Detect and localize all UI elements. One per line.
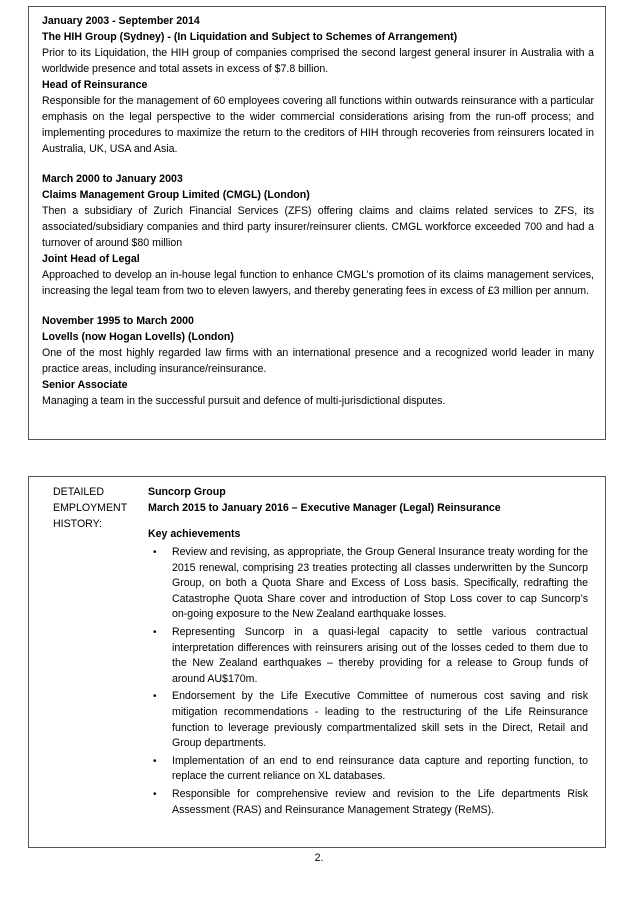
job-entry-lovells [42, 313, 594, 409]
bullet-icon: • [153, 755, 157, 767]
job-role: Joint Head of Legal [42, 253, 140, 265]
company-description: Then a subsidiary of Zurich Financial Services (ZFS) offering claims and claims related services to ZFS, its associated/subsidiary companies and third party insurer/reinsurer clients. CMGL workforce exceeded 700 and had a turnover of around $80 million [42, 205, 594, 249]
role-description: Responsible for the management of 60 employees covering all functions within outwards reinsurance with a particular emphasis on the legal perspective to the wider commercial considerations arising from the run-off process; and implementing procedures to maximize the return to the creditors of HIH through recoveries from reinsurers located in Australia, UK, USA and Asia. [42, 95, 594, 155]
job-role: Senior Associate [42, 379, 128, 391]
detailed-content [148, 484, 588, 820]
job-company: The HIH Group (Sydney) - (In Liquidation and Subject to Schemes of Arrangement) [42, 31, 458, 43]
job-company: Claims Management Group Limited (CMGL) (London) [42, 189, 310, 201]
achievements-list [148, 545, 588, 818]
key-achievements-heading: Key achievements [148, 528, 241, 540]
page-number: 2. [314, 852, 324, 864]
job-dates: November 1995 to March 2000 [42, 315, 194, 327]
job-entry-hih [42, 13, 594, 157]
job-dates: January 2003 - September 2014 [42, 15, 200, 27]
section-label-line: DETAILED [53, 486, 105, 498]
section-label-line: EMPLOYMENT [53, 502, 128, 514]
company-description: Prior to its Liquidation, the HIH group of companies comprised the second largest general insurer in Australia with a worldwide presence and total assets in excess of $7.8 billion. [42, 47, 594, 75]
achievement-item [148, 545, 588, 623]
company-name: Suncorp Group [148, 486, 226, 498]
bullet-icon: • [153, 788, 157, 800]
achievement-text: Endorsement by the Life Executive Committee of numerous cost saving and risk mitigation recommendations - leading to the restructuring of the Life Reinsurance function to leverage previously compartmentalized skill sets in the Direct, Retail and Group departments. [172, 690, 588, 750]
job-dates: March 2000 to January 2003 [42, 173, 183, 185]
employment-summary-box [28, 6, 606, 440]
achievement-item [148, 754, 588, 785]
detailed-employment-box [28, 476, 606, 848]
achievement-text: Implementation of an end to end reinsurance data capture and reporting function, to replace the current reliance on XL databases. [172, 754, 588, 783]
job-company: Lovells (now Hogan Lovells) (London) [42, 331, 234, 343]
section-label-line: HISTORY: [53, 518, 103, 530]
bullet-icon: • [153, 626, 157, 638]
job-role: Head of Reinsurance [42, 79, 148, 91]
achievement-text: Responsible for comprehensive review and revision to the Life departments Risk Assessment (RAS) and Reinsurance Management Strategy (ReMS). [172, 787, 588, 816]
role-description: Approached to develop an in-house legal function to enhance CMGL’s promotion of its claims management services, increasing the legal team from two to eleven lawyers, and thereby generating fees in excess of £3 million per annum. [42, 269, 594, 297]
achievement-item [148, 689, 588, 751]
achievement-item [148, 787, 588, 818]
achievement-text: Review and revising, as appropriate, the Group General Insurance treaty wording for the 2015 renewal, comprising 23 treaties protecting all classes underwritten by the Suncorp Group, on both a Quota Share and Excess of Loss basis. Specifically, redrafting the Catastrophe Quota Share cover and introduction of Stop Loss cover to cap Suncorp’s on-going exposure to the New Zealand earthquake losses. [172, 546, 588, 621]
job-entry-cmgl [42, 171, 594, 299]
achievement-text: Representing Suncorp in a quasi-legal capacity to settle various contractual interpretation differences with reinsurers arising out of the losses ceded to them due to the New Zealand earthquakes – thereby providing for a release to Group funds of around AU$170m. [172, 625, 588, 685]
bullet-icon: • [153, 547, 157, 558]
bullet-icon: • [153, 691, 157, 703]
position-title: March 2015 to January 2016 – Executive Manager (Legal) Reinsurance [148, 502, 501, 514]
achievement-item [148, 625, 588, 687]
section-label [53, 484, 153, 532]
company-description: One of the most highly regarded law firms with an international presence and a recognized world leader in many practice areas, including insurance/reinsurance. [42, 347, 594, 375]
role-description: Managing a team in the successful pursuit and defence of multi-jurisdictional disputes. [42, 395, 446, 407]
